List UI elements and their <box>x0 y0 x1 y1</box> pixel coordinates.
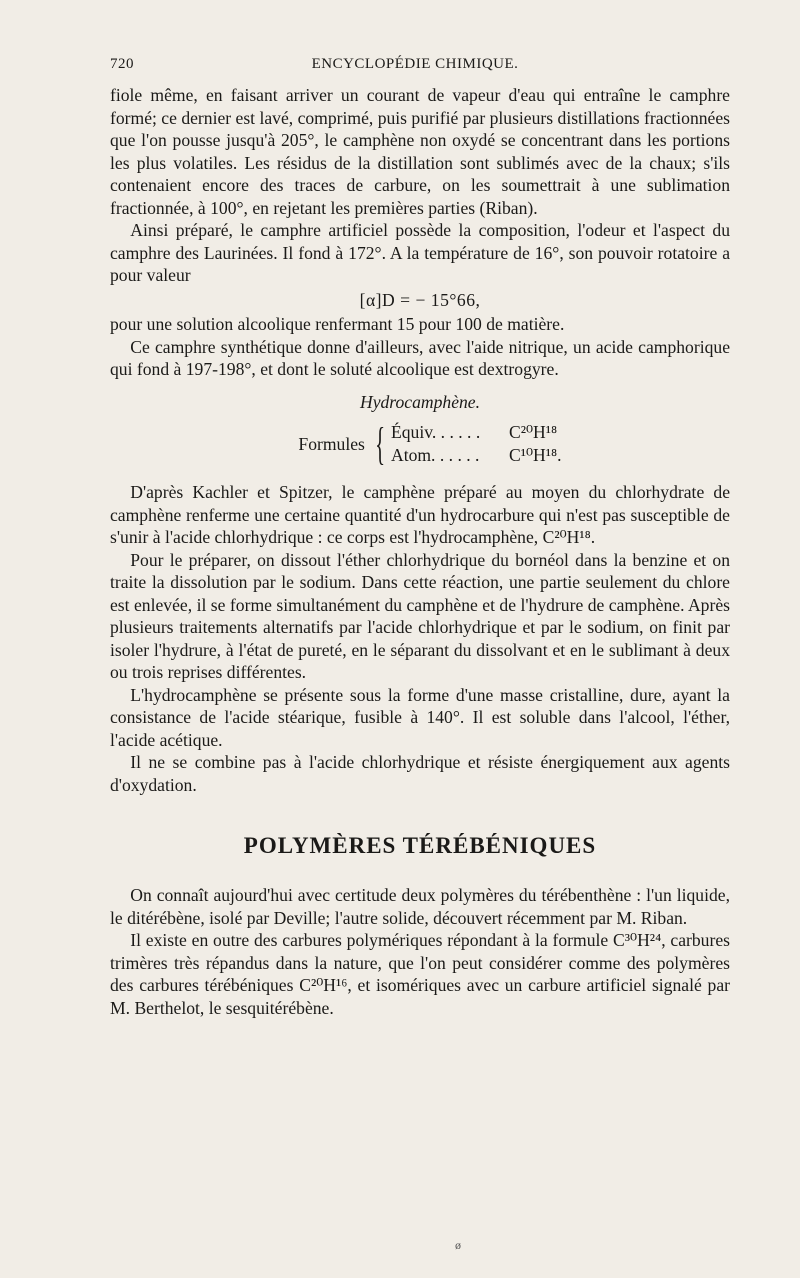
formula-name: Atom. . . . . . <box>390 445 480 465</box>
page-number: 720 <box>110 56 134 72</box>
paragraph: pour une solution alcoolique renfermant 15 pour 100 de matière. <box>110 314 565 334</box>
formula-value: C²⁰H¹⁸ <box>508 422 558 442</box>
section-title: POLYMÈRES TÉRÉBÉNIQUES <box>243 833 597 858</box>
page-body <box>110 84 730 1019</box>
paragraph: fiole même, en faisant arriver un courant de vapeur d'eau qui entraîne le camphre formé; ce dernier est lavé, comprimé, puis purifié par plusieurs distillations fractionnées que l'on pousse jusqu'à 205°, le camphène non oxydé se concentrant dans les portions les plus volatiles. Les résidus de la distillation sont sublimés avec de la chaux; s'ils contenaient encore des traces de carbure, on les soumettrait à une sublimation fractionnée, à 100°, en rejetant les premières parties (Riban). <box>110 85 730 218</box>
formulas-rows <box>391 421 562 467</box>
paragraph: D'après Kachler et Spitzer, le camphène préparé au moyen du chlorhydrate de camphène renferme une certaine quantité d'un hydrocarbure qui n'est pas susceptible de s'unir à l'acide chlorhydrique : ce corps est l'hydrocamphène, C²⁰H¹⁸. <box>110 482 730 547</box>
paragraph: Il ne se combine pas à l'acide chlorhydrique et résiste énergiquement aux agents d'oxydation. <box>110 752 730 795</box>
paragraph: Pour le préparer, on dissout l'éther chlorhydrique du bornéol dans la benzine et on traite la dissolution par le sodium. Dans cette réaction, une partie seulement du chlore est enlevée, il se forme simultanément du camphène et de l'hydrure de camphène. Après plusieurs traitements alternatifs par l'acide chlorhydrique et par le sodium, on finit par isoler l'hydrure, à l'état de pureté, en le séparant du dissolvant et en le sublimant à deux ou trois reprises différentes. <box>110 549 730 682</box>
paragraph: On connaît aujourd'hui avec certitude deux polymères du térébenthène : l'un liquide, le ditérébène, isolé par Deville; l'autre solide, découvert récemment par M. Riban. <box>110 885 730 928</box>
paragraph: Ainsi préparé, le camphre artificiel possède la composition, l'odeur et l'aspect du camphre des Laurinées. Il fond à 172°. A la température de 16°, son pouvoir rotatoire a pour valeur <box>110 220 730 285</box>
paragraph: Ce camphre synthétique donne d'ailleurs, avec l'aide nitrique, un acide camphorique qui fond à 197-198°, et dont le soluté alcoolique est dextrogyre. <box>110 336 730 379</box>
formula-name: Équiv. . . . . . <box>390 422 481 442</box>
brace-icon: { <box>374 418 385 469</box>
formulas-label: Formules <box>298 433 365 454</box>
formula-value: C¹⁰H¹⁸. <box>508 445 562 465</box>
paragraph: L'hydrocamphène se présente sous la forme d'une masse cristalline, dure, ayant la consistance de l'acide stéarique, fusible à 140°. Il est soluble dans l'alcool, l'éther, l'acide acétique. <box>110 684 730 750</box>
subsection-title: Hydrocamphène. <box>359 391 481 412</box>
rotation-formula: [α]D = − 15°66, <box>359 289 481 310</box>
formulas-block <box>130 418 730 469</box>
page-header <box>110 56 720 78</box>
formula-row <box>391 444 562 467</box>
running-title: ENCYCLOPÉDIE CHIMIQUE. <box>311 56 519 72</box>
footer-mark: ø <box>455 1238 461 1252</box>
formula-row <box>391 421 562 444</box>
paragraph: Il existe en outre des carbures polymériques répondant à la formule C³⁰H²⁴, carbures trimères très répandus dans la nature, que l'on peut considérer comme des polymères des carbures térébéniques C²⁰H¹⁶, et isomériques avec un carbure artificiel signalé par M. Berthelot, le sesquitérébène. <box>110 930 730 1018</box>
